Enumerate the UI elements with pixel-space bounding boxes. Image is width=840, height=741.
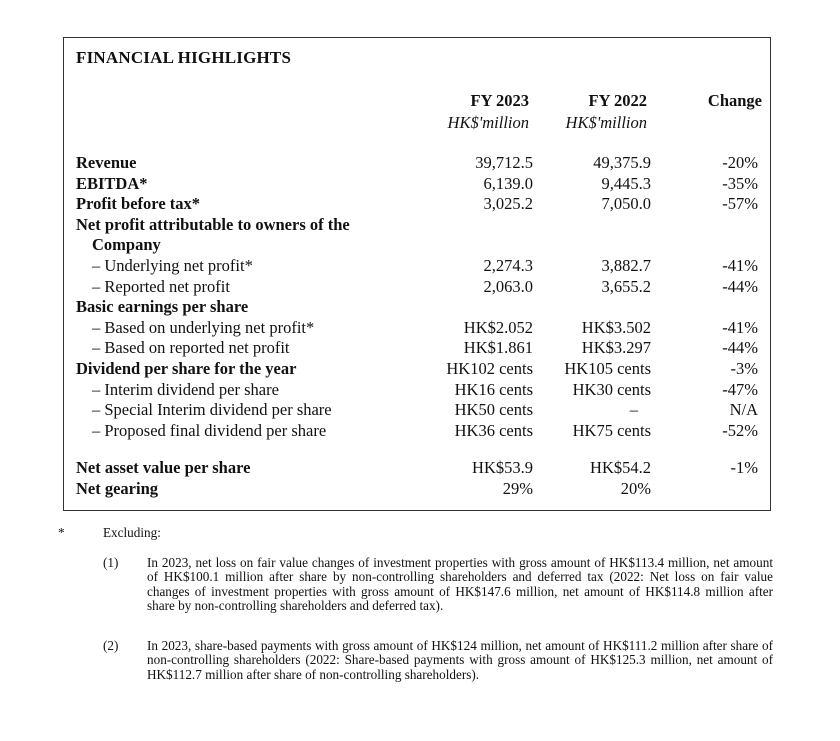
value-fy2023: 3,025.2 [483, 194, 533, 214]
footnote-text: In 2023, share-based payments with gross amount of HK$124 million, net amount of HK$111.2 million after share of non-controlling shareholders (2022: Share-based payments with gross amount of HK$125.3 million, net amount of HK$112.7 million after share of non-controlling shareholders). [147, 638, 773, 682]
financial-highlights-box [63, 37, 771, 511]
value-fy2022: HK$3.297 [581, 338, 651, 358]
value-fy2023: 29% [502, 478, 533, 498]
footnote-number: (1) [103, 555, 119, 570]
column-unit: HK$'million [447, 113, 529, 132]
value-fy2023: 6,139.0 [483, 173, 533, 193]
value-fy2023: 39,712.5 [475, 153, 533, 172]
value-change: -47% [722, 379, 758, 399]
column-year: Change [707, 91, 762, 110]
value-fy2022: 7,050.0 [601, 194, 651, 214]
table-row-dividend-per-share [76, 359, 766, 380]
section-title: FINANCIAL HIGHLIGHTS [76, 48, 292, 67]
value-change: -35% [722, 173, 758, 193]
row-label: – Special Interim dividend per share [92, 400, 332, 420]
footnote-intro: Excluding: [103, 525, 161, 540]
value-fy2022: 20% [620, 478, 651, 498]
table-row-reported-net-profit [76, 277, 766, 298]
value-fy2023: HK$53.9 [472, 458, 533, 478]
table-row-profit-before-tax [76, 194, 766, 215]
table-row-basic-eps-heading [76, 297, 766, 318]
value-fy2023: HK$2.052 [463, 317, 533, 337]
column-header-fy2023 [448, 90, 529, 134]
value-change: -44% [722, 338, 758, 358]
value-change: -57% [722, 194, 758, 214]
row-label: – Based on reported net profit [92, 338, 290, 358]
table-row-special-interim-dividend [76, 400, 766, 421]
table-row-ebitda [76, 174, 766, 195]
row-label: – Based on underlying net profit* [92, 317, 315, 337]
footnote-text: In 2023, net loss on fair value changes of investment properties with gross amount of HK$113.4 million, net amount of HK$100.1 million after share by non-controlling shareholders and deferred tax (2022: Net loss on fair value changes of investment properties with gross amount of HK$147.6 million, net amount of HK$114.8 million after share by non-controlling shareholders and deferred tax). [147, 555, 773, 613]
row-label: Dividend per share for the year [76, 358, 297, 378]
column-header-fy2022 [566, 90, 647, 134]
table-row-net-gearing [76, 479, 766, 500]
value-fy2022: 3,882.7 [601, 255, 651, 275]
column-unit: HK$'million [565, 113, 647, 132]
column-year: FY 2022 [588, 91, 647, 110]
value-change: -41% [722, 317, 758, 337]
value-fy2022: HK30 cents [572, 379, 651, 399]
row-label: Net asset value per share [76, 458, 251, 478]
value-fy2022: HK$3.502 [581, 317, 651, 337]
value-fy2023: HK50 cents [454, 400, 533, 420]
row-label: Profit before tax* [76, 194, 201, 214]
footnote-marker: * [58, 525, 65, 540]
table-row-net-asset-value [76, 458, 766, 479]
value-change: -3% [730, 358, 758, 378]
table-row-net-profit-heading [76, 215, 766, 236]
table-row-eps-reported [76, 338, 766, 359]
value-change: -44% [722, 276, 758, 296]
value-fy2022: 3,655.2 [601, 276, 651, 296]
row-label: Company [92, 235, 161, 255]
footnote-number: (2) [103, 638, 119, 653]
table-row-eps-underlying [76, 318, 766, 339]
row-label: EBITDA* [76, 173, 148, 193]
row-label: – Proposed final dividend per share [92, 420, 327, 440]
value-fy2022: 49,375.9 [593, 153, 651, 172]
value-fy2023: HK$1.861 [463, 338, 533, 358]
value-fy2022: 9,445.3 [601, 173, 651, 193]
value-fy2022: HK$54.2 [590, 458, 651, 478]
value-change: -20% [722, 153, 758, 172]
highlights-table [76, 153, 766, 500]
column-year: FY 2023 [470, 91, 529, 110]
row-label: Revenue [76, 153, 137, 172]
value-fy2023: HK102 cents [446, 358, 533, 378]
table-row-interim-dividend [76, 380, 766, 401]
value-fy2023: HK16 cents [454, 379, 533, 399]
row-label: – Interim dividend per share [92, 379, 279, 399]
value-fy2022: HK75 cents [572, 420, 651, 440]
column-header-change [708, 90, 762, 112]
row-label: Net gearing [76, 478, 159, 498]
value-change: -1% [730, 458, 758, 478]
row-label: – Reported net profit [92, 276, 230, 296]
value-fy2023: 2,063.0 [483, 276, 533, 296]
row-label: – Underlying net profit* [92, 255, 253, 275]
value-change: -41% [722, 255, 758, 275]
table-row-revenue [76, 153, 766, 174]
row-label: Net profit attributable to owners of the [76, 214, 350, 234]
row-label: Basic earnings per share [76, 297, 249, 317]
value-fy2022: – [629, 400, 638, 420]
table-row-proposed-final-dividend [76, 421, 766, 442]
value-change: N/A [729, 400, 758, 420]
table-row-underlying-net-profit [76, 256, 766, 277]
value-fy2023: HK36 cents [454, 420, 533, 440]
value-change: -52% [722, 420, 758, 440]
value-fy2023: 2,274.3 [483, 255, 533, 275]
value-fy2022: HK105 cents [564, 358, 651, 378]
table-row-net-profit-heading-cont [76, 235, 766, 256]
